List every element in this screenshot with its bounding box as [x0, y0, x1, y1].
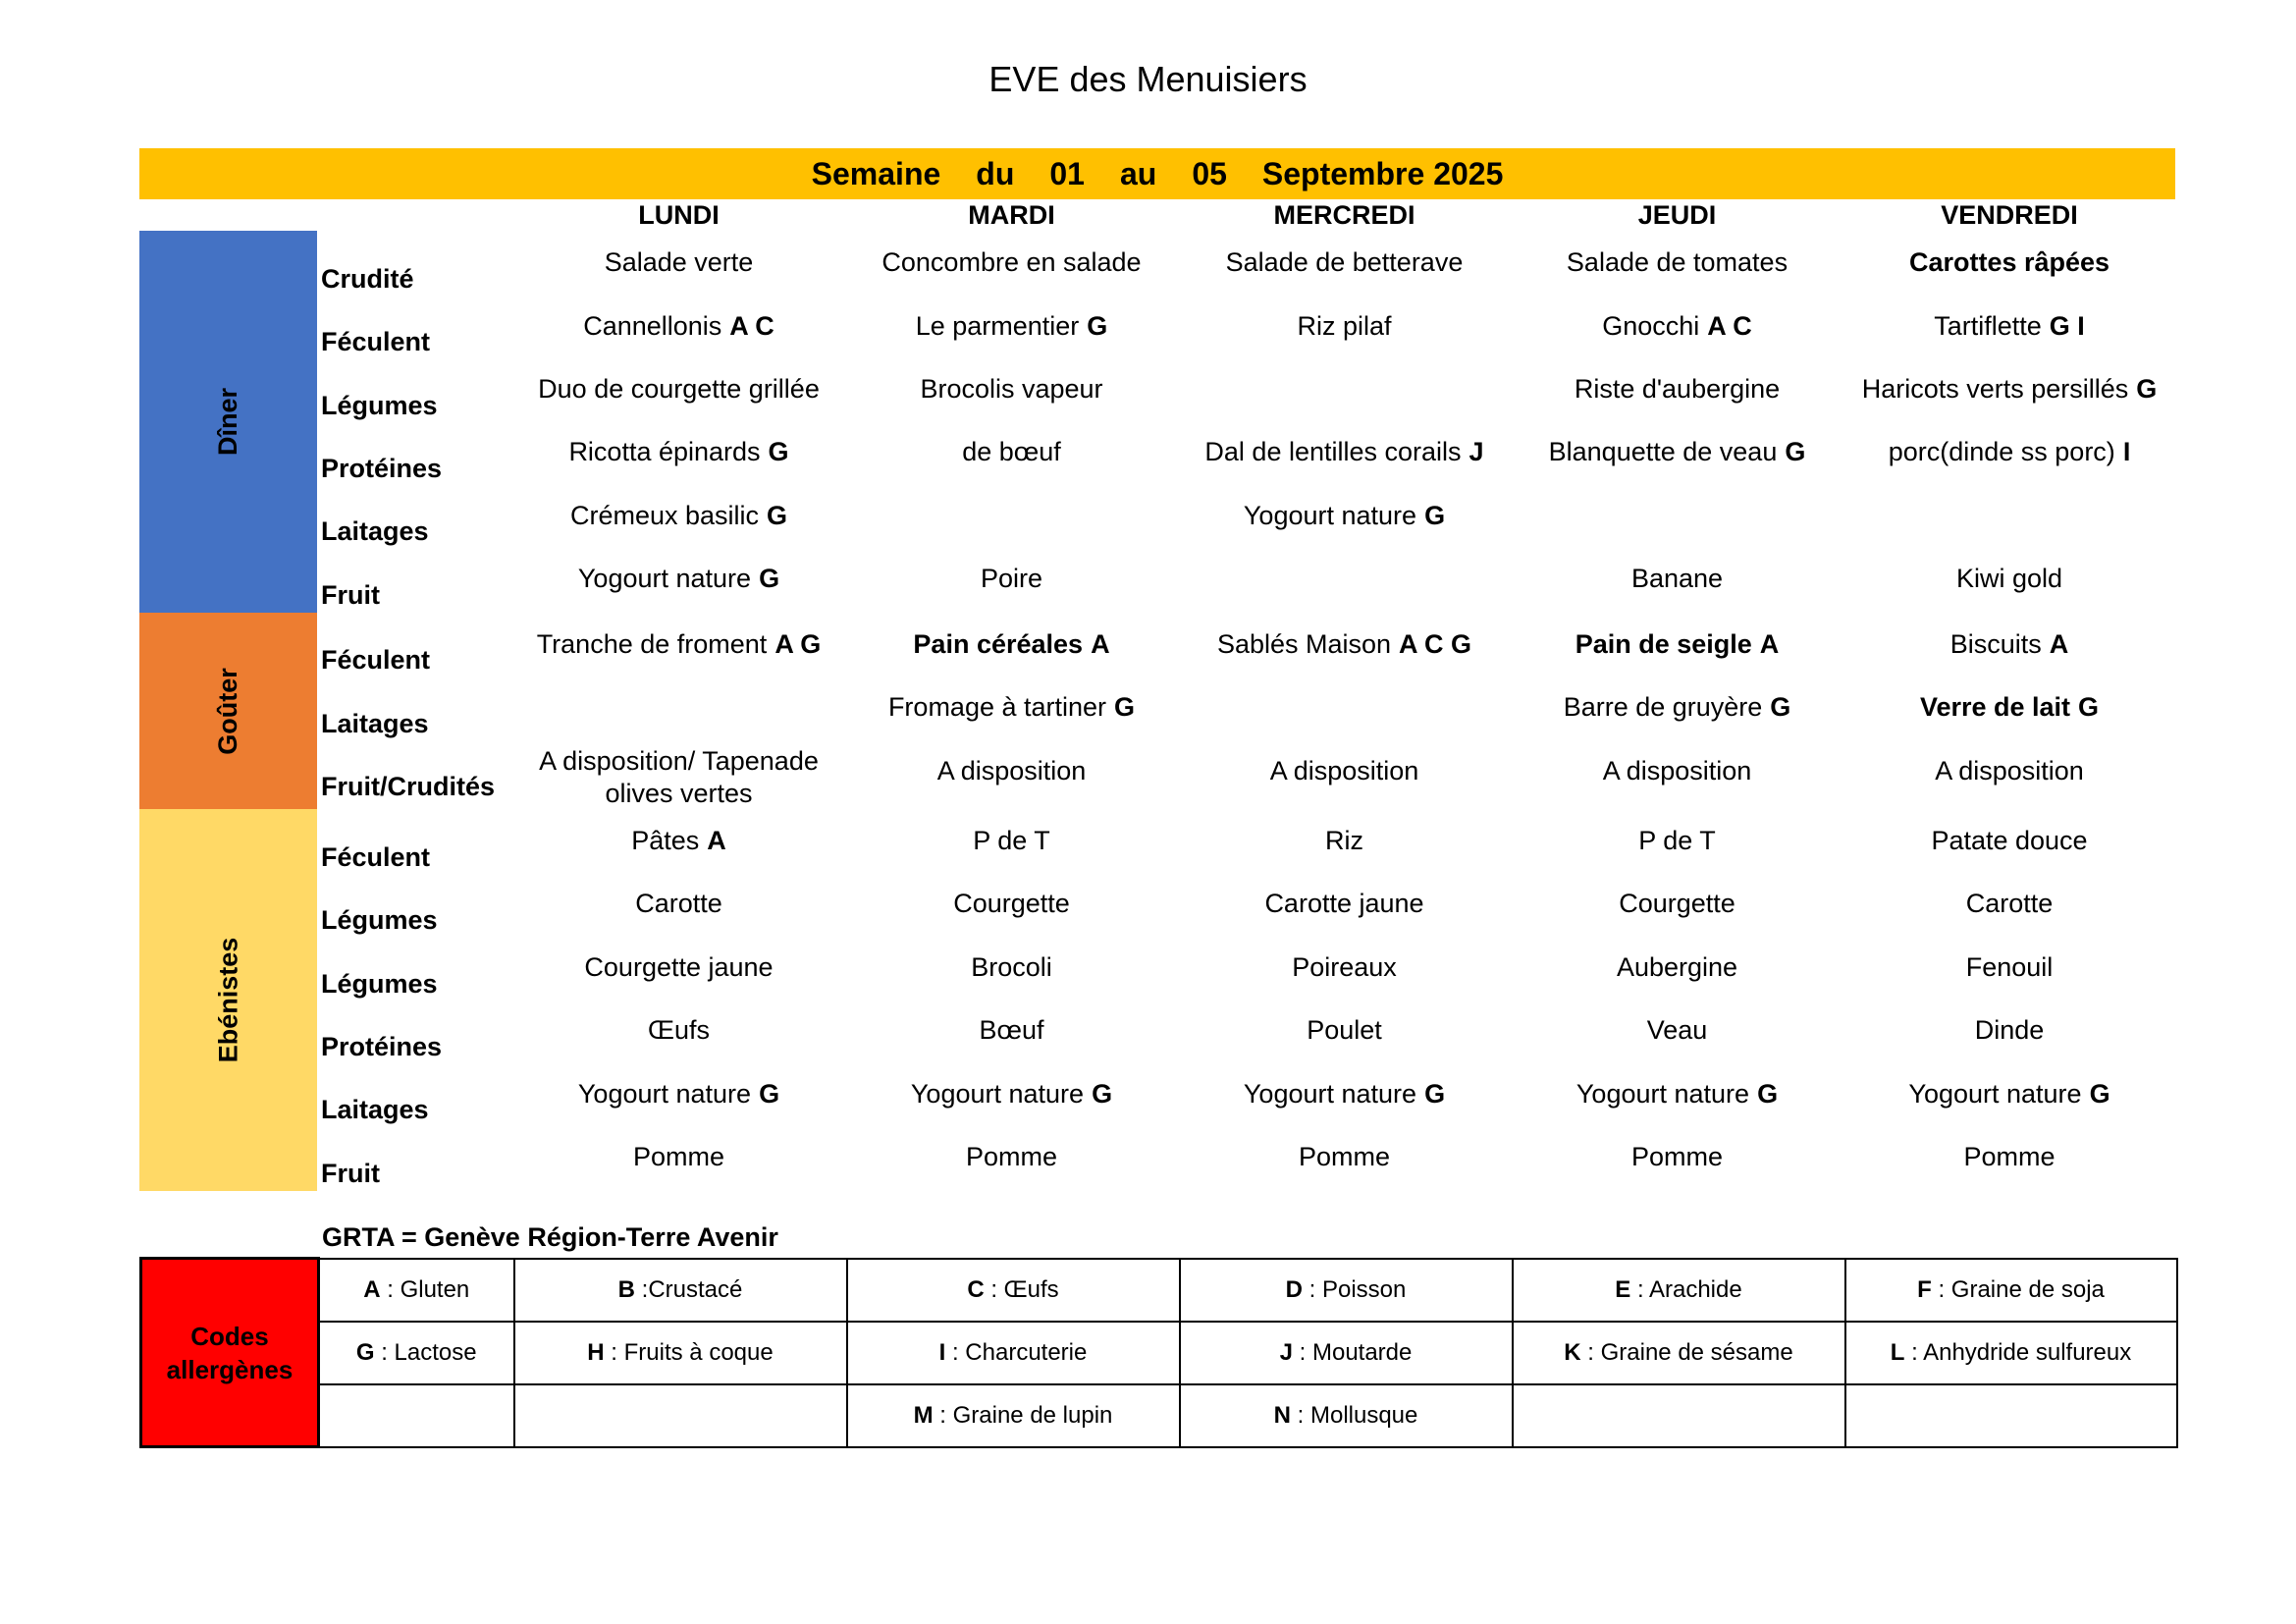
meal-cell-vendredi — [1843, 231, 2175, 613]
allergen-code: G — [759, 1078, 780, 1109]
meal-item — [845, 809, 1178, 872]
allergen-name: : Graine de soja — [1931, 1275, 2105, 1303]
allergen-code: A — [1759, 628, 1780, 659]
meal-name: Cannellonis — [583, 310, 722, 341]
blank-header — [139, 199, 512, 231]
meal-name: Carotte — [635, 889, 722, 919]
meal-cell-vendredi — [1843, 613, 2175, 809]
allergen-name: : Arachide — [1630, 1275, 1742, 1303]
meal-item — [512, 613, 845, 676]
allergen-code: A G — [774, 628, 822, 659]
meal-name: Riste d'aubergine — [1574, 373, 1781, 404]
allergen-row — [141, 1322, 2177, 1384]
meal-item — [512, 357, 845, 420]
allergen-name: : Moutarde — [1292, 1338, 1413, 1366]
category-label: Fruit — [321, 1158, 380, 1188]
meal-name: Salade de tomates — [1566, 247, 1789, 278]
week-au: au — [1119, 155, 1157, 191]
meal-item — [845, 295, 1178, 357]
category-label: Légumes — [321, 390, 438, 420]
meal-item — [1843, 1062, 2175, 1125]
meal-item — [1511, 936, 1843, 999]
meal-item — [512, 547, 845, 610]
meal-item — [1511, 547, 1843, 610]
meal-item — [1511, 809, 1843, 872]
meal-cell-jeudi — [1511, 613, 1843, 809]
category-label: Féculent — [321, 841, 431, 872]
meal-cell-vendredi — [1843, 809, 2175, 1191]
meal-name: Carotte jaune — [1264, 889, 1424, 919]
week-word: Semaine — [811, 155, 941, 191]
allergen-code: G — [1114, 692, 1136, 723]
allergen-code: G — [1757, 1078, 1779, 1109]
meal-name: Yogourt nature — [910, 1078, 1085, 1109]
allergen-code: G — [767, 500, 788, 530]
meal-name: Pomme — [965, 1142, 1058, 1172]
allergen-row — [141, 1384, 2177, 1447]
allergen-entry — [1845, 1384, 2177, 1447]
meal-item — [845, 676, 1178, 738]
category-label: Laitages — [321, 1095, 429, 1125]
allergen-entry — [319, 1322, 514, 1384]
allergen-code: G — [1424, 1078, 1446, 1109]
meal-item — [845, 1000, 1178, 1062]
meal-name: Aubergine — [1616, 951, 1738, 982]
meal-item — [1178, 1000, 1511, 1062]
meal-item — [1511, 613, 1843, 676]
meal-item — [845, 936, 1178, 999]
meal-name: Pain céréales — [913, 628, 1084, 659]
category-column — [317, 231, 512, 613]
meal-name: A disposition — [936, 755, 1087, 785]
category-label: Légumes — [321, 968, 438, 999]
allergen-entry — [1845, 1259, 2177, 1322]
meal-cell-mardi — [845, 231, 1178, 613]
allergen-code: G — [2078, 692, 2100, 723]
meal-name: Riz pilaf — [1297, 310, 1392, 341]
meal-item — [845, 1125, 1178, 1188]
week-start: 01 — [1049, 155, 1085, 191]
allergen-letter: J — [1279, 1338, 1293, 1366]
meal-item — [1178, 613, 1511, 676]
allergen-letter: H — [587, 1338, 605, 1366]
category-label: Laitages — [321, 516, 429, 547]
meal-item — [845, 484, 1178, 547]
meal-name: Dal de lentilles corails — [1204, 437, 1462, 467]
section-label-gouter — [139, 613, 317, 809]
category-label: Crudité — [321, 263, 414, 294]
meal-item — [512, 1062, 845, 1125]
meal-name: Concombre en salade — [881, 247, 1142, 278]
meal-cell-lundi — [512, 613, 845, 809]
meal-item — [1511, 1000, 1843, 1062]
allergen-code: G — [1424, 500, 1446, 530]
menu-table — [139, 148, 2175, 1191]
meal-item — [1178, 739, 1511, 802]
category-label: Fruit — [321, 579, 380, 610]
allergen-code: G — [1092, 1078, 1113, 1109]
meal-item — [512, 295, 845, 357]
meal-item — [1178, 676, 1511, 738]
allergen-code: G — [1087, 310, 1108, 341]
meal-name: Brocoli — [971, 951, 1052, 982]
meal-name: Pain de seigle — [1575, 628, 1752, 659]
allergen-code: J — [1468, 437, 1484, 467]
allergen-letter: I — [938, 1338, 946, 1366]
allergen-entry — [1513, 1384, 1845, 1447]
meal-name: Brocolis vapeur — [920, 373, 1103, 404]
meal-cell-mercredi — [1178, 231, 1511, 613]
meal-name: Courgette — [1619, 889, 1735, 919]
meal-item — [512, 873, 845, 936]
meal-item — [1511, 676, 1843, 738]
allergen-entry — [847, 1322, 1180, 1384]
meal-name: Yogourt nature — [577, 564, 752, 594]
allergen-codes-label: Codes allergènes — [141, 1259, 319, 1447]
meal-item — [512, 231, 845, 294]
meal-item — [845, 613, 1178, 676]
allergen-name: : Gluten — [380, 1275, 470, 1303]
meal-item — [1178, 547, 1511, 610]
meal-item — [1843, 809, 2175, 872]
meal-item — [1178, 809, 1511, 872]
meal-cell-lundi — [512, 231, 845, 613]
meal-item — [1178, 1062, 1511, 1125]
meal-cell-jeudi — [1511, 231, 1843, 613]
allergen-code: A C G — [1399, 628, 1472, 659]
day-header-mercredi: MERCREDI — [1273, 199, 1415, 230]
meal-item — [1511, 421, 1843, 484]
meal-name: Riz — [1325, 826, 1363, 856]
allergen-name: : Graine de lupin — [933, 1401, 1113, 1429]
meal-item — [845, 357, 1178, 420]
week-month: Septembre 2025 — [1261, 155, 1504, 191]
meal-cell-mercredi — [1178, 809, 1511, 1191]
allergen-table — [139, 1257, 2178, 1448]
meal-name: Pomme — [632, 1142, 725, 1172]
section-row-gouter — [139, 613, 2175, 809]
meal-item — [1178, 295, 1511, 357]
meal-item — [1511, 1062, 1843, 1125]
meal-name: Crémeux basilic — [569, 500, 760, 530]
day-header-mardi: MARDI — [968, 199, 1055, 230]
meal-item — [1843, 484, 2175, 547]
allergen-letter: B — [617, 1275, 635, 1303]
meal-name: A disposition — [1935, 755, 2084, 785]
meal-cell-mercredi — [1178, 613, 1511, 809]
meal-item — [1511, 231, 1843, 294]
meal-item — [512, 739, 845, 808]
meal-item — [845, 421, 1178, 484]
allergen-code: A — [1091, 628, 1110, 659]
allergen-code: G — [1770, 692, 1791, 723]
allergen-entry — [847, 1384, 1180, 1447]
meal-name: Pâtes — [631, 826, 700, 856]
meal-name: A disposition — [1602, 755, 1752, 785]
meal-item — [1843, 295, 2175, 357]
allergen-letter: M — [913, 1401, 934, 1429]
allergen-code: A — [2049, 628, 2069, 659]
category-label: Protéines — [321, 454, 443, 484]
allergen-code: G — [2136, 373, 2158, 404]
allergen-name: : Lactose — [374, 1338, 477, 1366]
allergen-entry — [1513, 1322, 1845, 1384]
meal-name: Bœuf — [979, 1015, 1044, 1046]
allergen-name: : Anhydride sulfureux — [1904, 1338, 2132, 1366]
meal-name: Pomme — [1630, 1142, 1724, 1172]
allergen-letter: L — [1890, 1338, 1905, 1366]
meal-item — [1178, 231, 1511, 294]
meal-name: Banane — [1630, 564, 1724, 594]
meal-name: Carotte — [1965, 889, 2054, 919]
day-header-jeudi: JEUDI — [1637, 199, 1717, 230]
week-du: du — [976, 155, 1015, 191]
allergen-entry — [1180, 1259, 1513, 1322]
allergen-name: :Crustacé — [634, 1275, 743, 1303]
meal-name: Œufs — [647, 1015, 711, 1046]
allergen-entry — [1513, 1259, 1845, 1322]
allergen-letter: A — [363, 1275, 381, 1303]
meal-name: Patate douce — [1931, 826, 2088, 856]
meal-name: Kiwi gold — [1955, 564, 2063, 594]
week-end: 05 — [1192, 155, 1227, 191]
allergen-entry — [1180, 1384, 1513, 1447]
allergen-code: G — [1785, 437, 1806, 467]
meal-name: Dinde — [1974, 1015, 2045, 1046]
meal-item — [1178, 873, 1511, 936]
category-column — [317, 809, 512, 1191]
allergen-name: : Poisson — [1302, 1275, 1407, 1303]
section-label-diner — [139, 231, 317, 613]
meal-name: Pomme — [1298, 1142, 1391, 1172]
day-header-lundi: LUNDI — [638, 199, 720, 230]
meal-item — [1511, 873, 1843, 936]
meal-item — [1511, 484, 1843, 547]
meal-name: Yogourt nature — [577, 1078, 752, 1109]
category-label: Féculent — [321, 645, 431, 676]
meal-name: A disposition — [1269, 755, 1419, 785]
allergen-code: I — [2122, 437, 2131, 467]
allergen-entry — [1180, 1322, 1513, 1384]
allergen-entry — [514, 1259, 847, 1322]
allergen-name: : Graine de sésame — [1580, 1338, 1793, 1366]
allergen-letter: N — [1273, 1401, 1291, 1429]
meal-name: Yogourt nature — [1575, 1078, 1750, 1109]
section-name: Ebénistes — [213, 937, 242, 1063]
meal-name: Tranche de froment — [536, 628, 768, 659]
allergen-name: : Œufs — [984, 1275, 1059, 1303]
category-label: Fruit/Crudités — [321, 772, 496, 802]
allergen-code: G — [2089, 1078, 2110, 1109]
allergen-code: G — [768, 437, 789, 467]
meal-name: Carottes râpées — [1908, 247, 2110, 278]
allergen-name: : Mollusque — [1290, 1401, 1418, 1429]
category-label: Laitages — [321, 708, 429, 738]
allergen-letter: D — [1285, 1275, 1303, 1303]
meal-item — [512, 484, 845, 547]
allergen-code: A — [707, 826, 726, 856]
meal-name: Duo de courgette grillée — [538, 373, 820, 404]
meal-name: Blanquette de veau — [1548, 437, 1778, 467]
meal-name: Biscuits — [1949, 628, 2042, 659]
allergen-letter: K — [1564, 1338, 1581, 1366]
category-label: Féculent — [321, 327, 431, 357]
meal-cell-mardi — [845, 809, 1178, 1191]
meal-item — [1843, 873, 2175, 936]
meal-item — [1843, 547, 2175, 610]
meal-item — [512, 421, 845, 484]
meal-item — [845, 547, 1178, 610]
week-header — [139, 148, 2175, 199]
meal-name: Poireaux — [1292, 951, 1397, 982]
meal-name: Courgette — [953, 889, 1070, 919]
meal-name: P de T — [973, 826, 1050, 856]
meal-item — [845, 231, 1178, 294]
meal-name: Courgette jaune — [584, 951, 774, 982]
meal-item — [512, 936, 845, 999]
meal-item — [845, 739, 1178, 802]
meal-name: Salade verte — [604, 247, 754, 278]
meal-name: A disposition/ Tapenade olives vertes — [539, 745, 819, 808]
meal-item — [1178, 1125, 1511, 1188]
meal-name: Fromage à tartiner — [887, 692, 1107, 723]
allergen-letter: F — [1917, 1275, 1932, 1303]
allergen-name: : Fruits à coque — [604, 1338, 774, 1366]
meal-item — [1843, 357, 2175, 420]
meal-item — [1843, 613, 2175, 676]
meal-item — [512, 1000, 845, 1062]
meal-item — [512, 676, 845, 738]
meal-name: Salade de betterave — [1225, 247, 1464, 278]
meal-item — [1178, 357, 1511, 420]
allergen-code: A C — [729, 310, 774, 341]
meal-item — [1511, 295, 1843, 357]
allergen-entry — [319, 1259, 514, 1322]
meal-item — [512, 809, 845, 872]
meal-item — [1843, 676, 2175, 738]
meal-item — [1178, 421, 1511, 484]
section-name: Goûter — [212, 667, 242, 755]
category-column — [317, 613, 512, 809]
meal-item — [512, 1125, 845, 1188]
meal-cell-jeudi — [1511, 809, 1843, 1191]
meal-cell-mardi — [845, 613, 1178, 809]
meal-cell-lundi — [512, 809, 845, 1191]
section-row-diner — [139, 231, 2175, 613]
meal-name: Barre de gruyère — [1563, 692, 1763, 723]
allergen-entry — [319, 1384, 514, 1447]
meal-name: Veau — [1646, 1015, 1708, 1046]
meal-item — [1843, 231, 2175, 294]
page-title: EVE des Menuisiers — [988, 59, 1308, 99]
section-row-ebenistes — [139, 809, 2175, 1191]
meal-item — [1511, 1125, 1843, 1188]
meal-item — [1843, 1125, 2175, 1188]
meal-name: Ricotta épinards — [568, 437, 761, 467]
allergen-name: : Charcuterie — [945, 1338, 1088, 1366]
meal-item — [1511, 357, 1843, 420]
allergen-row — [141, 1259, 2177, 1322]
meal-name: Yogourt nature — [1243, 500, 1417, 530]
meal-name: Le parmentier — [915, 310, 1080, 341]
meal-name: porc(dinde ss porc) — [1888, 437, 2115, 467]
meal-name: de bœuf — [962, 437, 1061, 467]
meal-name: P de T — [1638, 826, 1716, 856]
allergen-letter: E — [1615, 1275, 1631, 1303]
meal-item — [845, 873, 1178, 936]
meal-name: Haricots verts persillés — [1861, 373, 2129, 404]
meal-item — [1843, 1000, 2175, 1062]
meal-name: Verre de lait — [1919, 692, 2071, 723]
meal-item — [1178, 484, 1511, 547]
meal-name: Poire — [980, 564, 1043, 594]
allergen-entry — [1845, 1322, 2177, 1384]
grta-note: GRTA = Genève Région-Terre Avenir — [322, 1222, 778, 1252]
meal-name: Yogourt nature — [1243, 1078, 1417, 1109]
meal-name: Fenouil — [1965, 951, 2054, 982]
section-label-ebenistes — [139, 809, 317, 1191]
category-label: Légumes — [321, 905, 438, 936]
meal-name: Pomme — [1963, 1142, 2056, 1172]
meal-name: Sablés Maison — [1216, 628, 1392, 659]
allergen-entry — [847, 1259, 1180, 1322]
meal-item — [1843, 739, 2175, 802]
allergen-letter: C — [967, 1275, 985, 1303]
meal-item — [1511, 739, 1843, 802]
section-name: Dîner — [213, 388, 242, 457]
allergen-entry — [514, 1322, 847, 1384]
allergen-code: A C — [1707, 310, 1752, 341]
meal-name: Tartiflette — [1934, 310, 2042, 341]
category-label: Protéines — [321, 1031, 443, 1061]
meal-item — [1178, 936, 1511, 999]
allergen-code: G I — [2049, 310, 2085, 341]
meal-name: Yogourt nature — [1908, 1078, 2082, 1109]
allergen-entry — [514, 1384, 847, 1447]
meal-item — [845, 1062, 1178, 1125]
allergen-letter: G — [355, 1338, 375, 1366]
day-header-vendredi: VENDREDI — [1941, 199, 2078, 230]
meal-name: Poulet — [1307, 1015, 1382, 1046]
meal-item — [1843, 936, 2175, 999]
meal-item — [1843, 421, 2175, 484]
allergen-code: G — [759, 564, 780, 594]
meal-name: Gnocchi — [1602, 310, 1700, 341]
